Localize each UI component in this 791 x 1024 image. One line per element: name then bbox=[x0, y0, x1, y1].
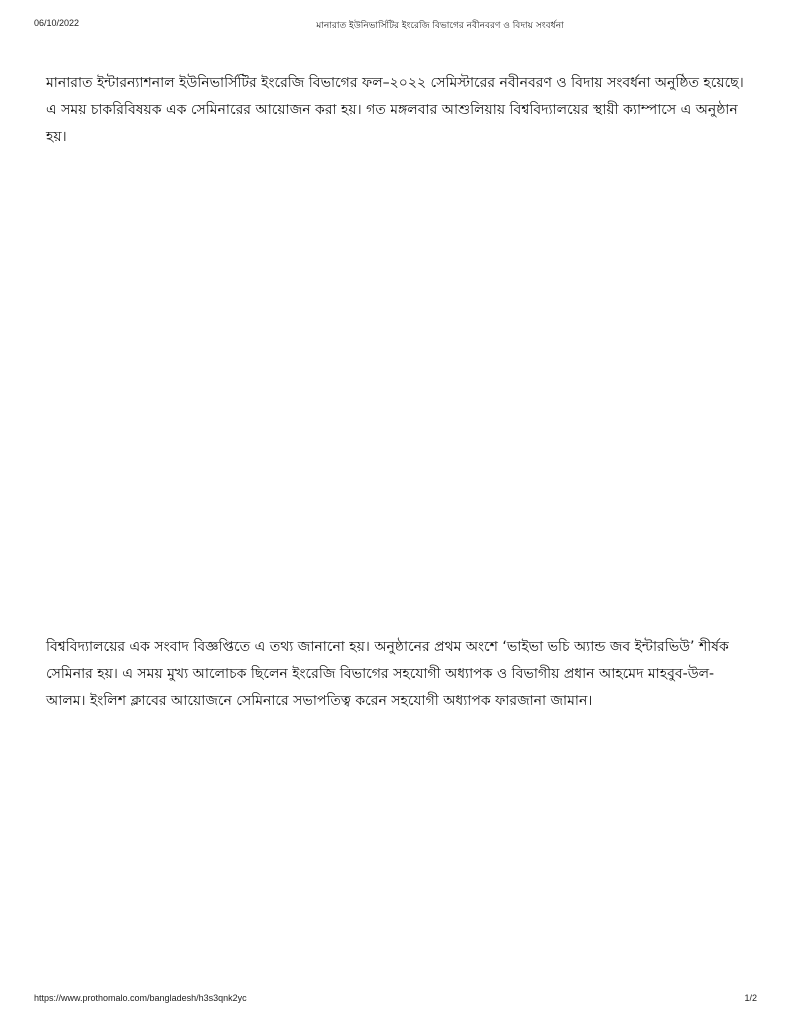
print-page-number: 1/2 bbox=[744, 993, 757, 1003]
article-paragraph: বিশ্ববিদ্যালয়ের এক সংবাদ বিজ্ঞপ্তিতে এ তথ্য জানানো হয়। অনুষ্ঠানের প্রথম অংশে ‘ভাইভা ভচি অ্যান্ড জব ইন্টারভিউ’ শীর্ষক সেমিনার হয়। এ সময় মুখ্য আলোচক ছিলেন ইংরেজি বিভাগের সহযোগী অধ্যাপক ও বিভাগীয় প্রধান আহমেদ মাহবুব-উল-আলম। ইংলিশ ক্লাবের আয়োজনে সেমিনারে সভাপতিত্ব করেন সহযোগী অধ্যাপক ফারজানা জামান। bbox=[46, 639, 729, 709]
article-paragraph: মানারাত ইন্টারন্যাশনাল ইউনিভার্সিটির ইংরেজি বিভাগের ফল–২০২২ সেমিস্টারের নবীনবরণ ও বিদায় সংবর্ধনা অনুষ্ঠিত হয়েছে। এ সময় চাকরিবিষয়ক এক সেমিনারের আয়োজন করা হয়। গত মঙ্গলবার আশুলিয়ায় বিশ্ববিদ্যালয়ের স্থায়ী ক্যাম্পাসে এ অনুষ্ঠান হয়। bbox=[46, 75, 744, 145]
print-source-url: https://www.prothomalo.com/bangladesh/h3s3qnk2yc bbox=[34, 993, 247, 1003]
print-page-title: মানারাত ইউনিভার্সিটির ইংরেজি বিভাগের নবীনবরণ ও বিদায় সংবর্ধনা bbox=[316, 21, 564, 31]
article-body-bottom bbox=[46, 634, 752, 715]
article-body-top bbox=[46, 70, 752, 151]
print-date: 06/10/2022 bbox=[34, 18, 80, 28]
